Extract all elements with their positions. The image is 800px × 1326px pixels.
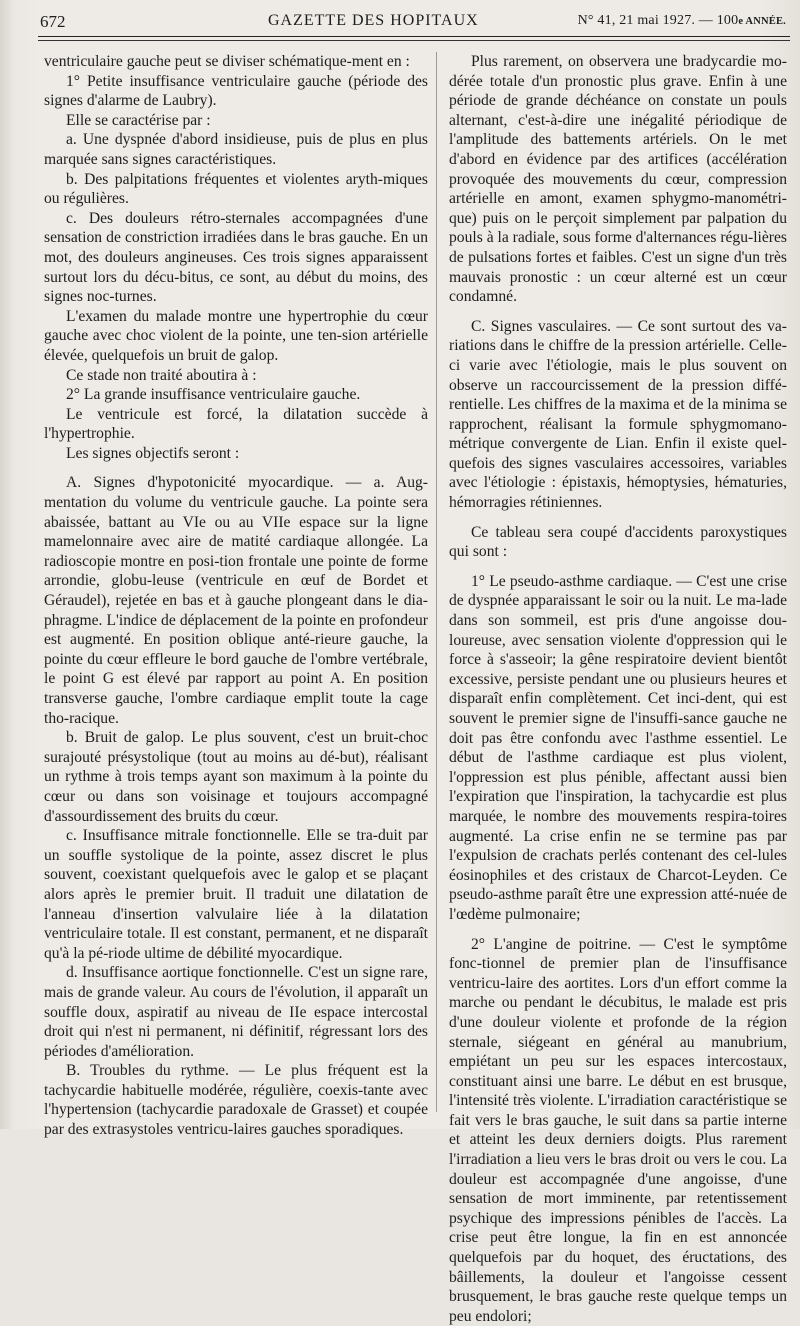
paragraph: a. Une dyspnée d'abord insidieuse, puis de plus en plus marquée sans signes caractéristiques. (44, 131, 428, 168)
paragraph: Plus rarement, on observera une bradycardie mo-dérée totale d'un pronostic plus grave. Enfin à une période de grande déchéance on constate un pouls alternant, c'est-à-dire une inégalité périodique de l'amplitude des battements artériels. On le met d'abord en évidence par des artifices (accélération provoquée des mouvements du cœur, compression artérielle en amont, examen sphygmo-manométri-que) puis on le perçoit simplement par palpation du pouls à la radiale, sous forme d'alternances régu-lières de pulsations fortes et faibles. C'est un signe d'un très mauvais pronostic : un cœur alterné est un cœur condamné. (449, 53, 787, 306)
issue-info (578, 13, 786, 29)
paragraph: Les signes objectifs seront : (66, 444, 240, 462)
journal-title: GAZETTE DES HOPITAUX (268, 12, 479, 29)
paragraph: Ce tableau sera coupé d'accidents paroxystiques qui sont : (449, 523, 787, 561)
issue-main: N° 41, 21 mai 1927. — 100 (577, 13, 739, 28)
running-header (36, 8, 786, 36)
paragraph: Le ventricule est forcé, la dilatation succède à l'hypertrophie. (44, 405, 428, 443)
issue-year: e ANNÉE. (738, 16, 786, 27)
left-column (44, 52, 428, 1140)
paragraph: L'examen du malade montre une hypertrophie du cœur gauche avec choc violent de la pointe, une ten-sion artérielle élevée, quelquefois un bruit de galop. (44, 307, 428, 364)
paragraph: c. Des douleurs rétro-sternales accompagnées d'une sensation de constriction irradiées dans le bras gauche. En un mot, des douleurs angineuses. Ces trois signes apparaissent surtout lors du décu-bitus, ce sont, au début du moins, des signes noc-turnes. (44, 209, 428, 306)
paragraph: ventriculaire gauche peut se diviser schématique-ment en : (44, 53, 410, 70)
paragraph: d. Insuffisance aortique fonctionnelle. C'est un signe rare, mais de grande valeur. Au cours de l'évolution, il apparaît un souffle doux, aspiratif au niveau de IIe espace intercostal droit qui n'est ni permanent, ni définitif, régressant lors des périodes d'amélioration. (44, 964, 428, 1060)
header-rule-thin (38, 40, 790, 41)
paragraph: 2° L'angine de poitrine. — C'est le symptôme fonc-tionnel de premier plan de l'insuffisance ventricu-laire des aortites. Lors d'un effort comme la marche ou pendant le décubitus, le malade est pris d'une douleur violente et profonde de la région sternale, siégeant en général au manubrium, empiétant un peu sur les espaces intercostaux, constituant ainsi une barre. Le début en est brusque, l'intensité très violente. L'irradiation caractéristique se fait vers le bras gauche, le suit dans sa partie interne et atteint les deux derniers doigts. Plus rarement l'irradiation a lieu vers le bras droit ou vers le cou. La douleur est accompagnée d'une angoisse, d'une sensation de mort imminente, par retentissement psychique des impressions pénibles de l'accès. La crise peut être longue, la fin en est annoncée quelquefois par du hoquet, des éructations, des bâillements, la douleur et l'angoisse cessent brusquement, le bras gauche reste quelque temps un peu endolori; (449, 935, 787, 1325)
paragraph: Ce stade non traité aboutira à : (66, 366, 257, 384)
paragraph: 1° Petite insuffisance ventriculaire gauche (période des signes d'alarme de Laubry). (44, 72, 428, 110)
paragraph: 1° Le pseudo-asthme cardiaque. — C'est une crise de dyspnée apparaissant le soir ou la nuit. Le ma-lade dans son sommeil, est pris d'une angoisse dou-loureuse, avec sensation violente d'oppression qui le force à s'asseoir; la gêne respiratoire devient bientôt excessive, persiste pendant une ou plusieurs heures et disparaît enfin complètement. Cet inci-dent, qui est souvent le premier signe de l'insuffi-sance gauche ne doit pas être confondu avec l'asthme essentiel. Le début de l'asthme cardiaque est plus violent, l'oppression est plus pénible, affectant aussi bien l'expiration que l'inspiration, la tachycardie est plus marquée, le nombre des mouvements respira-toires augmenté. La crise enfin ne se termine pas par l'expulsion de crachats perlés contenant des cel-lules éosinophiles et des cristaux de Charcot-Leyden. Ce pseudo-asthme paraît être une expression atté-nuée de l'œdème pulmonaire; (449, 572, 787, 923)
paragraph: c. Insuffisance mitrale fonctionnelle. Elle se tra-duit par un souffle systolique de la pointe, assez discret le plus souvent, coexistant quelquefois avec le galop et se plaçant alors après le premier bruit. Il traduit une dilatation de l'anneau d'insertion valvulaire liée à la dilatation ventriculaire totale. Il est constant, permanent, et ne disparaît qu'à la pé-riode ultime de débilité myocardique. (44, 827, 428, 962)
paragraph: b. Des palpitations fréquentes et violentes aryth-miques ou régulières. (44, 170, 428, 208)
paragraph: B. Troubles du rythme. — Le plus fréquent est la tachycardie habituelle modérée, régulière, coexis-tante avec l'hypertension (tachycardie paradoxale de Grasset) et coupée par des extrasystoles ventricu-laires gauches sporadiques. (44, 1062, 428, 1139)
paragraph: C. Signes vasculaires. — Ce sont surtout des va-riations dans le chiffre de la pression artérielle. Celle-ci varie avec l'étiologie, mais le plus souvent on observe un raccourcissement de la pression diffé-rentielle. Les chiffres de la maxima et de la minima se rapprochent, réalisant la formule sphygmomano-métrique convergente de Lian. Enfin il existe quel-quefois des signes vasculaires accessoires, variables avec l'étiologie : épistaxis, hémoptysies, hématuries, hémorragies rétiniennes. (449, 317, 787, 512)
column-divider (436, 52, 437, 1112)
header-rule (38, 36, 790, 37)
right-column (449, 52, 787, 1326)
paragraph: Elle se caractérise par : (66, 111, 211, 129)
paragraph: A. Signes d'hypotonicité myocardique. — a. Aug-mentation du volume du ventricule gauche. La pointe sera abaissée, battant au VIe ou au VIIe espace sur la ligne mamelonnaire avec aire de matité cardiaque allongée. La radioscopie montre en posi-tion frontale une pointe de forme arrondie, globu-leuse (ventricule en œuf de Bordet et Géraudel), rejetée en bas et à gauche plongeant dans le dia-phragme. L'indice de déplacement de la pointe en profondeur est augmenté. En position oblique anté-rieure gauche, la pointe du cœur effleure le bord gauche de l'ombre vertébrale, le point G est élevé par rapport au point A. En position transverse gauche, l'ombre cardiaque emplit toute la cage tho-racique. (44, 474, 428, 727)
page-number: 672 (40, 12, 66, 31)
paragraph: b. Bruit de galop. Le plus souvent, c'est un bruit-choc surajouté présystolique (tout au moins au dé-but), réalisant un rythme à trois temps ayant son maximum à la pointe du cœur ou dans son voisinage et toujours accompagné d'assourdissement des bruits du cœur. (44, 729, 428, 825)
paragraph: 2° La grande insuffisance ventriculaire gauche. (66, 386, 361, 404)
